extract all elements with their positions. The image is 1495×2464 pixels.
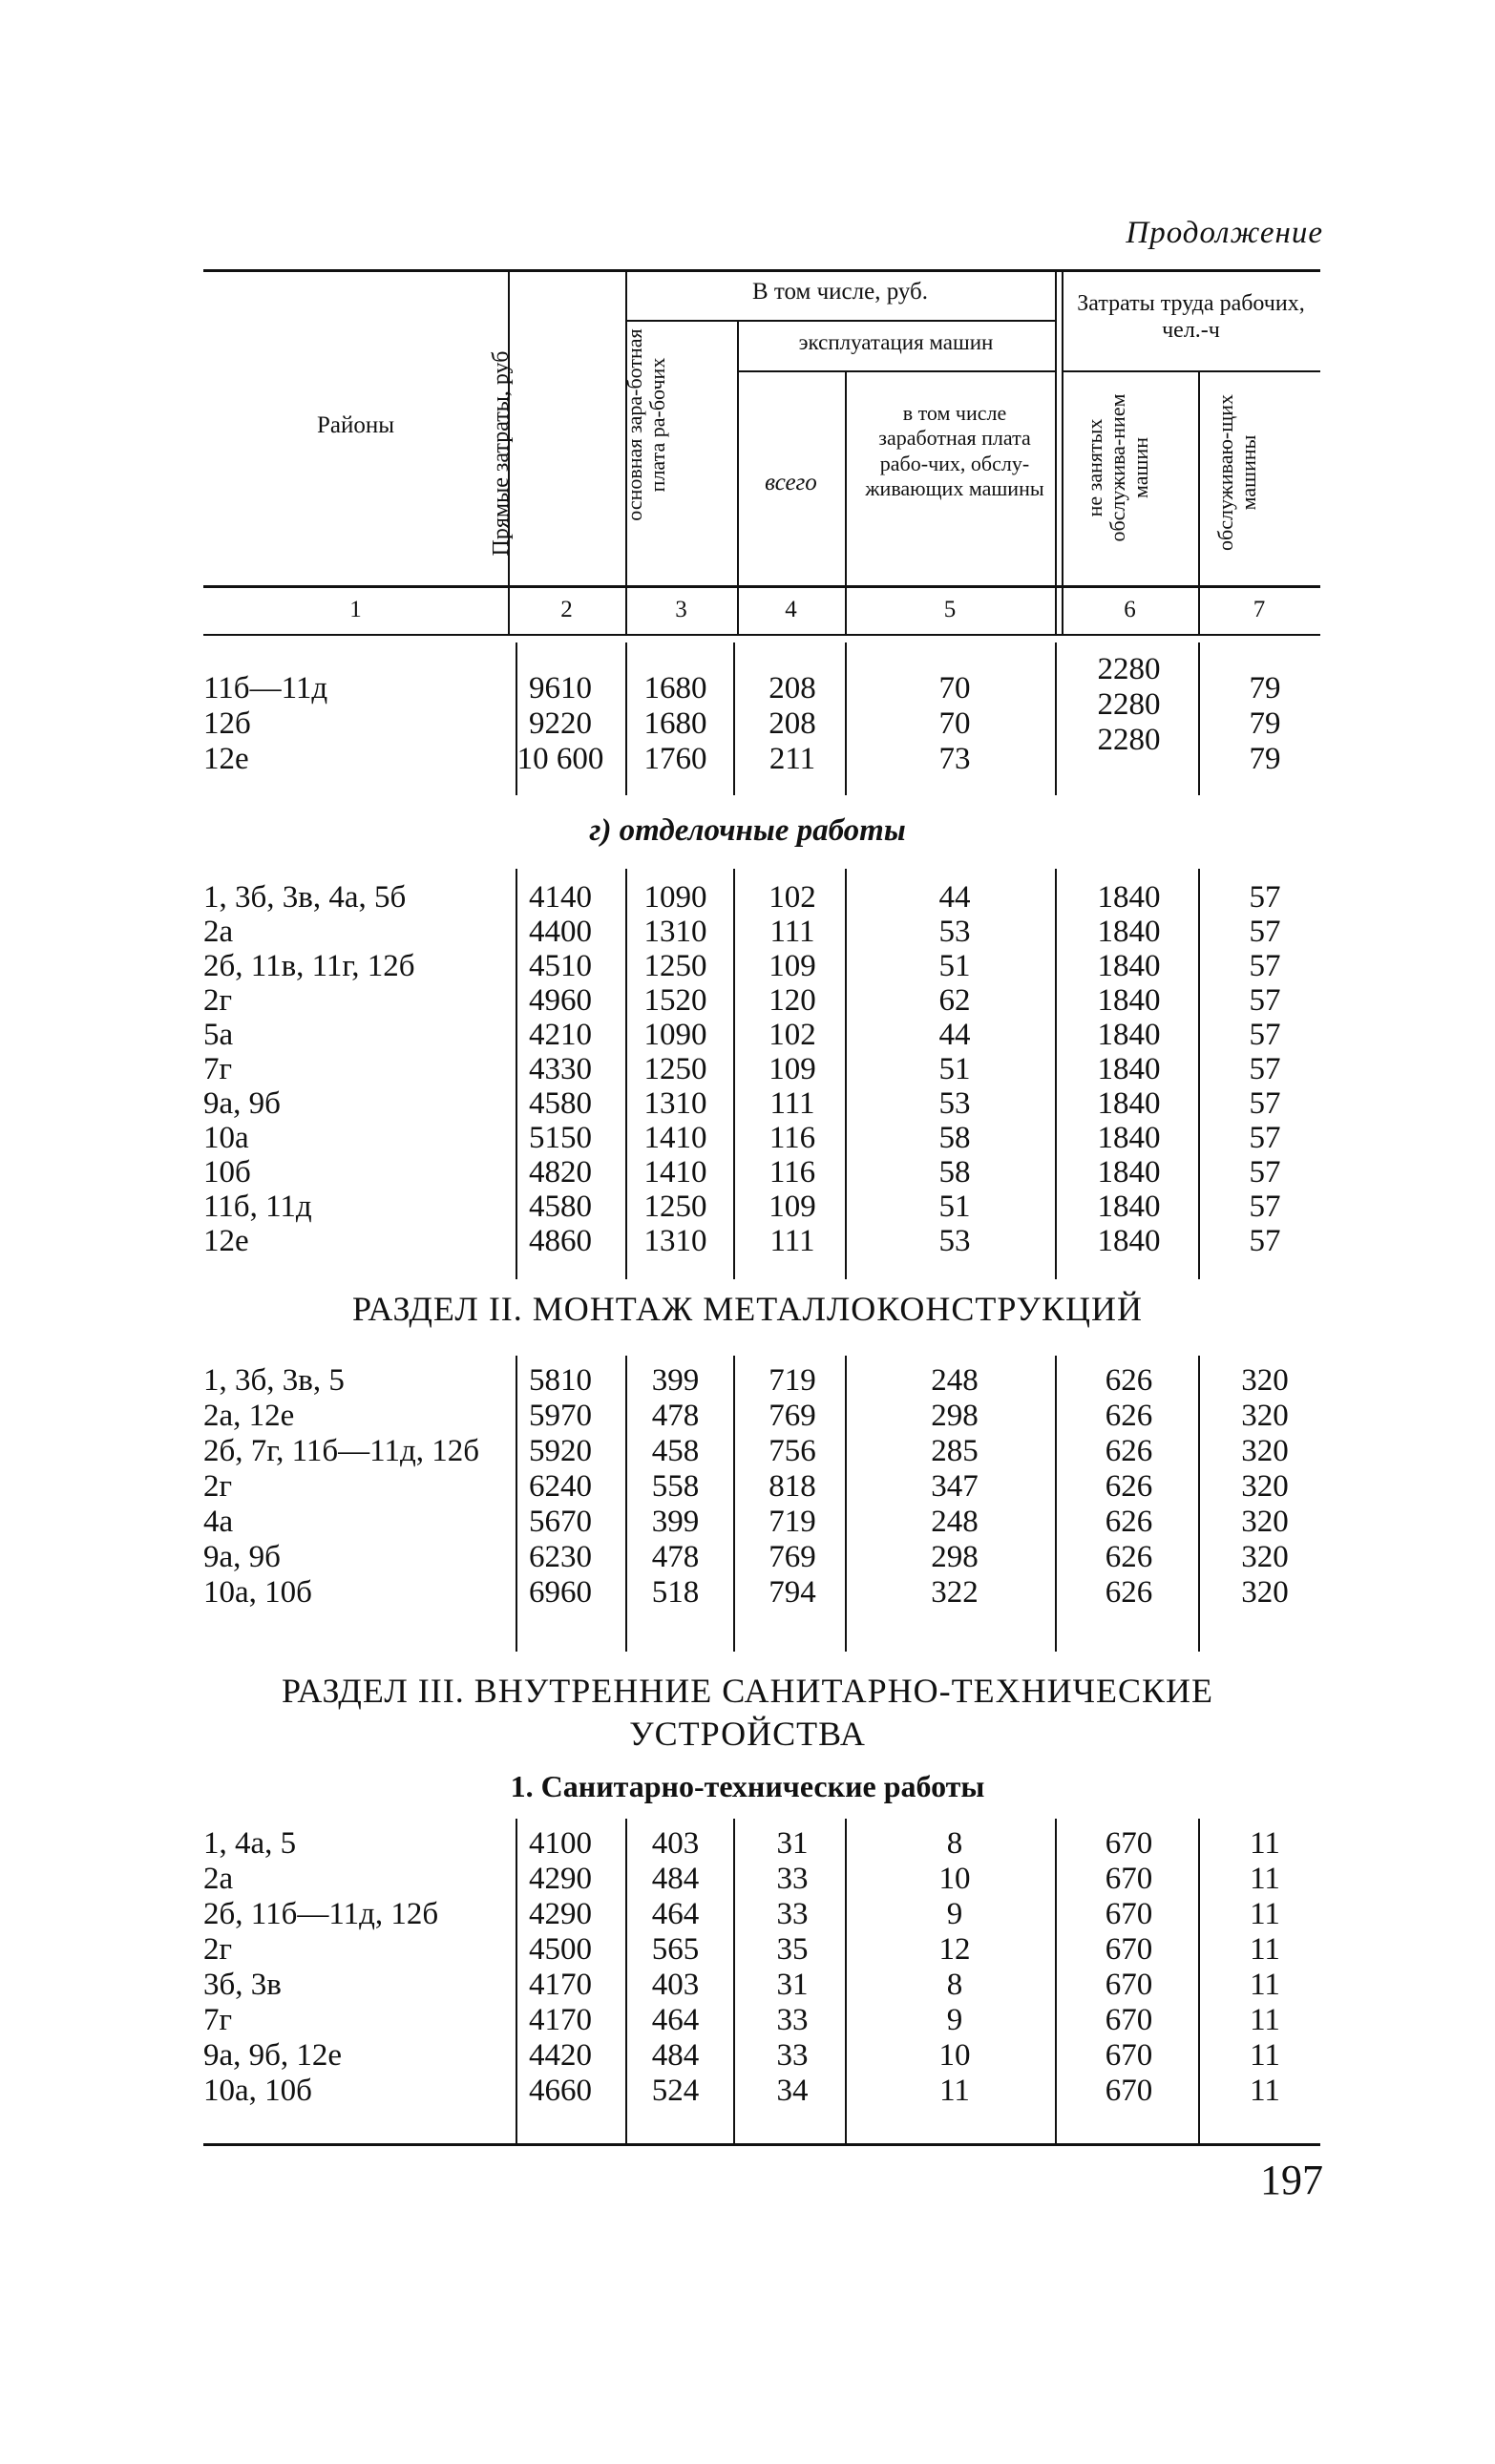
sanitary-row bbox=[0, 1826, 1495, 1861]
value-cell: 116 bbox=[769, 1155, 816, 1190]
value-cell: 4290 bbox=[529, 1862, 592, 1896]
district-cell: 3б, 3в bbox=[203, 1968, 282, 2002]
value-cell: 464 bbox=[651, 1897, 700, 1931]
value-cell: 403 bbox=[651, 1968, 700, 2002]
metal-row bbox=[0, 1434, 1495, 1468]
value-cell: 4400 bbox=[529, 915, 592, 949]
value-cell: 10 600 bbox=[516, 742, 604, 776]
value-cell: 1840 bbox=[1097, 983, 1161, 1018]
value-cell: 320 bbox=[1241, 1575, 1289, 1610]
value-cell: 4500 bbox=[529, 1932, 592, 1967]
value-cell: 11 bbox=[1250, 1968, 1280, 2002]
value-cell: 1840 bbox=[1097, 1224, 1161, 1258]
value-cell: 1410 bbox=[643, 1155, 707, 1190]
finishing-row bbox=[0, 949, 1495, 983]
metal-row bbox=[0, 1505, 1495, 1539]
header-subrule-machine bbox=[737, 370, 1055, 372]
value-cell: 670 bbox=[1105, 1826, 1153, 1861]
finishing-row bbox=[0, 1052, 1495, 1086]
district-cell: 10а bbox=[203, 1121, 249, 1155]
value-cell: 1840 bbox=[1097, 880, 1161, 915]
value-cell: 320 bbox=[1241, 1505, 1289, 1539]
value-cell: 478 bbox=[651, 1399, 700, 1433]
value-cell: 524 bbox=[651, 2074, 700, 2108]
finishing-row bbox=[0, 1155, 1495, 1190]
header-including: В том числе, руб. bbox=[751, 279, 929, 305]
value-cell: 719 bbox=[769, 1363, 816, 1398]
subsection-finishing-title: г) отделочные работы bbox=[589, 813, 906, 848]
value-cell: 53 bbox=[938, 915, 971, 949]
value-cell: 626 bbox=[1105, 1575, 1153, 1610]
district-cell: 12б bbox=[203, 706, 251, 741]
value-cell: 58 bbox=[938, 1121, 971, 1155]
value-cell: 6240 bbox=[529, 1469, 592, 1504]
value-cell: 111 bbox=[769, 1086, 815, 1121]
value-cell: 4860 bbox=[529, 1224, 592, 1258]
district-cell: 11б—11д bbox=[203, 671, 328, 706]
header-vline-5 bbox=[1055, 269, 1057, 634]
district-cell: 1, 3б, 3в, 5 bbox=[203, 1363, 345, 1398]
block1-row bbox=[0, 671, 1495, 706]
table-bottom-rule bbox=[203, 2143, 1320, 2146]
value-cell: 102 bbox=[769, 1018, 816, 1052]
block1-row bbox=[0, 706, 1495, 741]
value-cell: 626 bbox=[1105, 1540, 1153, 1574]
value-cell: 298 bbox=[931, 1399, 979, 1433]
header-bottom-rule bbox=[203, 585, 1320, 588]
value-cell: 11 bbox=[1250, 1932, 1280, 1967]
value-cell: 102 bbox=[769, 880, 816, 915]
value-cell: 794 bbox=[769, 1575, 816, 1610]
value-cell: 484 bbox=[651, 2038, 700, 2073]
value-cell: 1680 bbox=[643, 706, 707, 741]
value-cell: 1840 bbox=[1097, 1086, 1161, 1121]
value-cell: 5150 bbox=[529, 1121, 592, 1155]
district-cell: 4а bbox=[203, 1505, 234, 1539]
value-cell: 8 bbox=[946, 1968, 963, 2002]
value-cell: 320 bbox=[1241, 1434, 1289, 1468]
district-cell: 10б bbox=[203, 1155, 251, 1190]
value-cell: 320 bbox=[1241, 1540, 1289, 1574]
district-cell: 12е bbox=[203, 742, 249, 776]
value-cell: 33 bbox=[776, 1862, 809, 1896]
district-cell: 1, 3б, 3в, 4а, 5б bbox=[203, 880, 407, 915]
district-cell: 10а, 10б bbox=[203, 2074, 312, 2108]
value-cell: 57 bbox=[1249, 1155, 1281, 1190]
value-cell: 33 bbox=[776, 1897, 809, 1931]
value-cell: 70 bbox=[938, 706, 971, 741]
value-cell: 1250 bbox=[643, 1190, 707, 1224]
value-cell: 626 bbox=[1105, 1363, 1153, 1398]
value-cell: 5810 bbox=[529, 1363, 592, 1398]
value-cell: 44 bbox=[938, 1018, 971, 1052]
finishing-row bbox=[0, 1018, 1495, 1052]
value-cell: 51 bbox=[938, 1190, 971, 1224]
value-cell: 1410 bbox=[643, 1121, 707, 1155]
header-labor-not-machine: не занятых обслужива-нием машин bbox=[1083, 393, 1153, 542]
finishing-row bbox=[0, 983, 1495, 1018]
value-cell: 1680 bbox=[643, 671, 707, 706]
district-cell: 7г bbox=[203, 2003, 233, 2037]
value-cell: 57 bbox=[1249, 983, 1281, 1018]
value-cell: 5670 bbox=[529, 1505, 592, 1539]
metal-row bbox=[0, 1575, 1495, 1610]
value-cell: 670 bbox=[1105, 1897, 1153, 1931]
value-cell: 4580 bbox=[529, 1190, 592, 1224]
value-cell: 11 bbox=[1250, 1862, 1280, 1896]
district-cell: 2а bbox=[203, 1862, 234, 1896]
value-cell: 111 bbox=[769, 1224, 815, 1258]
value-cell: 670 bbox=[1105, 2003, 1153, 2037]
value-cell: 53 bbox=[938, 1086, 971, 1121]
value-cell: 11 bbox=[1250, 1826, 1280, 1861]
value-cell: 248 bbox=[931, 1505, 979, 1539]
district-cell: 11б, 11д bbox=[203, 1190, 312, 1224]
value-cell: 109 bbox=[769, 1052, 816, 1086]
value-cell: 9220 bbox=[529, 706, 592, 741]
value-cell: 9 bbox=[946, 2003, 963, 2037]
value-cell: 1760 bbox=[643, 742, 707, 776]
finishing-row bbox=[0, 1224, 1495, 1258]
value-cell: 1090 bbox=[643, 880, 707, 915]
value-cell: 57 bbox=[1249, 1224, 1281, 1258]
district-cell: 1, 4а, 5 bbox=[203, 1826, 297, 1861]
district-cell: 2б, 7г, 11б—11д, 12б bbox=[203, 1434, 480, 1468]
district-cell: 2г bbox=[203, 1932, 233, 1967]
value-cell: 11 bbox=[1250, 2003, 1280, 2037]
header-machine-operation: эксплуатация машин bbox=[798, 330, 994, 354]
value-cell: 464 bbox=[651, 2003, 700, 2037]
district-cell: 2а bbox=[203, 915, 234, 949]
value-cell: 670 bbox=[1105, 2038, 1153, 2073]
value-cell: 2280 bbox=[1097, 687, 1161, 722]
finishing-row bbox=[0, 915, 1495, 949]
value-cell: 57 bbox=[1249, 1086, 1281, 1121]
value-cell: 1840 bbox=[1097, 1018, 1161, 1052]
value-cell: 4140 bbox=[529, 880, 592, 915]
value-cell: 320 bbox=[1241, 1363, 1289, 1398]
value-cell: 11 bbox=[1250, 1897, 1280, 1931]
value-cell: 53 bbox=[938, 1224, 971, 1258]
value-cell: 1840 bbox=[1097, 1121, 1161, 1155]
page-number: 197 bbox=[1260, 2157, 1323, 2203]
district-cell: 9а, 9б bbox=[203, 1086, 281, 1121]
metal-row bbox=[0, 1363, 1495, 1398]
value-cell: 31 bbox=[776, 1826, 809, 1861]
value-cell: 818 bbox=[769, 1469, 816, 1504]
colnum-1: 1 bbox=[349, 597, 362, 622]
value-cell: 58 bbox=[938, 1155, 971, 1190]
value-cell: 10 bbox=[938, 2038, 971, 2073]
value-cell: 109 bbox=[769, 949, 816, 983]
value-cell: 2280 bbox=[1097, 652, 1161, 686]
value-cell: 4580 bbox=[529, 1086, 592, 1121]
value-cell: 70 bbox=[938, 671, 971, 706]
district-cell: 10а, 10б bbox=[203, 1575, 312, 1610]
sanitary-row bbox=[0, 1968, 1495, 2002]
section3-title-line1: РАЗДЕЛ III. ВНУТРЕННИЕ САНИТАРНО-ТЕХНИЧЕСКИЕ bbox=[281, 1672, 1214, 1710]
value-cell: 9610 bbox=[529, 671, 592, 706]
value-cell: 670 bbox=[1105, 1932, 1153, 1967]
value-cell: 518 bbox=[651, 1575, 700, 1610]
value-cell: 670 bbox=[1105, 1968, 1153, 2002]
header-top-rule bbox=[203, 269, 1320, 272]
value-cell: 565 bbox=[651, 1932, 700, 1967]
value-cell: 1310 bbox=[643, 1086, 707, 1121]
finishing-row bbox=[0, 1086, 1495, 1121]
value-cell: 57 bbox=[1249, 1018, 1281, 1052]
value-cell: 208 bbox=[769, 671, 816, 706]
district-cell: 9а, 9б bbox=[203, 1540, 281, 1574]
colnum-4: 4 bbox=[785, 597, 797, 622]
value-cell: 626 bbox=[1105, 1505, 1153, 1539]
value-cell: 208 bbox=[769, 706, 816, 741]
value-cell: 298 bbox=[931, 1540, 979, 1574]
value-cell: 57 bbox=[1249, 915, 1281, 949]
district-cell: 2б, 11в, 11г, 12б bbox=[203, 949, 415, 983]
value-cell: 1840 bbox=[1097, 1190, 1161, 1224]
sanitary-row bbox=[0, 1862, 1495, 1896]
value-cell: 62 bbox=[938, 983, 971, 1018]
header-vline-7 bbox=[1198, 372, 1200, 634]
block1-row bbox=[0, 742, 1495, 776]
value-cell: 347 bbox=[931, 1469, 979, 1504]
value-cell: 4290 bbox=[529, 1897, 592, 1931]
sanitary-row bbox=[0, 1897, 1495, 1931]
value-cell: 79 bbox=[1249, 671, 1281, 706]
value-cell: 1250 bbox=[643, 1052, 707, 1086]
header-direct-costs: Прямые затраты, руб bbox=[489, 350, 514, 557]
district-cell: 5а bbox=[203, 1018, 234, 1052]
value-cell: 79 bbox=[1249, 742, 1281, 776]
value-cell: 73 bbox=[938, 742, 971, 776]
district-cell: 2а, 12е bbox=[203, 1399, 295, 1433]
header-basic-wage: основная зара-ботная плата ра-бочих bbox=[622, 328, 670, 521]
value-cell: 1840 bbox=[1097, 1155, 1161, 1190]
value-cell: 33 bbox=[776, 2003, 809, 2037]
district-cell: 12е bbox=[203, 1224, 249, 1258]
value-cell: 458 bbox=[651, 1434, 700, 1468]
finishing-row bbox=[0, 880, 1495, 915]
metal-row bbox=[0, 1469, 1495, 1504]
value-cell: 33 bbox=[776, 2038, 809, 2073]
subsection-sanitary-title: 1. Санитарно-технические работы bbox=[510, 1769, 985, 1803]
header-vline-4 bbox=[845, 372, 847, 634]
metal-row bbox=[0, 1540, 1495, 1574]
finishing-row bbox=[0, 1121, 1495, 1155]
district-cell: 2г bbox=[203, 983, 233, 1018]
value-cell: 57 bbox=[1249, 1052, 1281, 1086]
value-cell: 769 bbox=[769, 1540, 816, 1574]
value-cell: 1310 bbox=[643, 1224, 707, 1258]
colnum-6: 6 bbox=[1124, 597, 1136, 622]
value-cell: 626 bbox=[1105, 1399, 1153, 1433]
district-cell: 2г bbox=[203, 1469, 233, 1504]
colnum-2: 2 bbox=[560, 597, 573, 622]
value-cell: 120 bbox=[769, 983, 816, 1018]
value-cell: 670 bbox=[1105, 1862, 1153, 1896]
value-cell: 626 bbox=[1105, 1434, 1153, 1468]
value-cell: 4960 bbox=[529, 983, 592, 1018]
sanitary-row bbox=[0, 2003, 1495, 2037]
value-cell: 57 bbox=[1249, 880, 1281, 915]
header-labor-machine: обслуживаю-щих машины bbox=[1213, 394, 1261, 551]
value-cell: 11 bbox=[1250, 2074, 1280, 2108]
section2-title: РАЗДЕЛ II. МОНТАЖ МЕТАЛЛОКОНСТРУКЦИЙ bbox=[351, 1290, 1144, 1328]
value-cell: 1090 bbox=[643, 1018, 707, 1052]
sanitary-row bbox=[0, 2074, 1495, 2108]
value-cell: 1310 bbox=[643, 915, 707, 949]
header-total: всего bbox=[765, 470, 817, 495]
section3-title-line2: УСТРОЙСТВА bbox=[629, 1715, 866, 1753]
value-cell: 2280 bbox=[1097, 723, 1161, 757]
value-cell: 1840 bbox=[1097, 949, 1161, 983]
value-cell: 9 bbox=[946, 1897, 963, 1931]
value-cell: 769 bbox=[769, 1399, 816, 1433]
value-cell: 4510 bbox=[529, 949, 592, 983]
value-cell: 285 bbox=[931, 1434, 979, 1468]
value-cell: 320 bbox=[1241, 1399, 1289, 1433]
value-cell: 8 bbox=[946, 1826, 963, 1861]
value-cell: 478 bbox=[651, 1540, 700, 1574]
value-cell: 1520 bbox=[643, 983, 707, 1018]
value-cell: 626 bbox=[1105, 1469, 1153, 1504]
value-cell: 4330 bbox=[529, 1052, 592, 1086]
value-cell: 12 bbox=[938, 1932, 971, 1967]
district-cell: 7г bbox=[203, 1052, 233, 1086]
value-cell: 5970 bbox=[529, 1399, 592, 1433]
value-cell: 5920 bbox=[529, 1434, 592, 1468]
value-cell: 756 bbox=[769, 1434, 816, 1468]
value-cell: 44 bbox=[938, 880, 971, 915]
colnum-bottom-rule bbox=[203, 634, 1320, 636]
value-cell: 31 bbox=[776, 1968, 809, 2002]
district-cell: 9а, 9б, 12е bbox=[203, 2038, 343, 2073]
value-cell: 109 bbox=[769, 1190, 816, 1224]
value-cell: 57 bbox=[1249, 1190, 1281, 1224]
header-machine-wage: в том числе заработная плата рабо-чих, обслу-живающих машины bbox=[865, 401, 1044, 501]
value-cell: 670 bbox=[1105, 2074, 1153, 2108]
value-cell: 211 bbox=[769, 742, 816, 776]
value-cell: 111 bbox=[769, 915, 815, 949]
value-cell: 4660 bbox=[529, 2074, 592, 2108]
value-cell: 6230 bbox=[529, 1540, 592, 1574]
value-cell: 79 bbox=[1249, 706, 1281, 741]
value-cell: 4210 bbox=[529, 1018, 592, 1052]
colnum-3: 3 bbox=[675, 597, 687, 622]
value-cell: 1840 bbox=[1097, 915, 1161, 949]
value-cell: 399 bbox=[651, 1505, 700, 1539]
value-cell: 10 bbox=[938, 1862, 971, 1896]
value-cell: 116 bbox=[769, 1121, 816, 1155]
value-cell: 6960 bbox=[529, 1575, 592, 1610]
header-labor: Затраты труда рабочих, чел.-ч bbox=[1077, 291, 1305, 343]
value-cell: 403 bbox=[651, 1826, 700, 1861]
value-cell: 1840 bbox=[1097, 1052, 1161, 1086]
colnum-7: 7 bbox=[1253, 597, 1266, 622]
district-cell: 2б, 11б—11д, 12б bbox=[203, 1897, 439, 1931]
value-cell: 51 bbox=[938, 1052, 971, 1086]
value-cell: 11 bbox=[1250, 2038, 1280, 2073]
value-cell: 248 bbox=[931, 1363, 979, 1398]
value-cell: 4100 bbox=[529, 1826, 592, 1861]
value-cell: 4420 bbox=[529, 2038, 592, 2073]
value-cell: 719 bbox=[769, 1505, 816, 1539]
value-cell: 399 bbox=[651, 1363, 700, 1398]
value-cell: 4170 bbox=[529, 1968, 592, 2002]
continuation-label: Продолжение bbox=[1126, 216, 1323, 250]
value-cell: 1250 bbox=[643, 949, 707, 983]
sanitary-row bbox=[0, 2038, 1495, 2073]
value-cell: 558 bbox=[651, 1469, 700, 1504]
value-cell: 320 bbox=[1241, 1469, 1289, 1504]
value-cell: 51 bbox=[938, 949, 971, 983]
value-cell: 322 bbox=[931, 1575, 979, 1610]
header-districts: Районы bbox=[316, 412, 395, 438]
metal-row bbox=[0, 1399, 1495, 1433]
sanitary-row bbox=[0, 1932, 1495, 1967]
value-cell: 34 bbox=[776, 2074, 809, 2108]
value-cell: 4820 bbox=[529, 1155, 592, 1190]
value-cell: 35 bbox=[776, 1932, 809, 1967]
colnum-5: 5 bbox=[943, 597, 957, 622]
finishing-row bbox=[0, 1190, 1495, 1224]
value-cell: 57 bbox=[1249, 1121, 1281, 1155]
value-cell: 484 bbox=[651, 1862, 700, 1896]
value-cell: 57 bbox=[1249, 949, 1281, 983]
value-cell: 4170 bbox=[529, 2003, 592, 2037]
value-cell: 11 bbox=[939, 2074, 970, 2108]
